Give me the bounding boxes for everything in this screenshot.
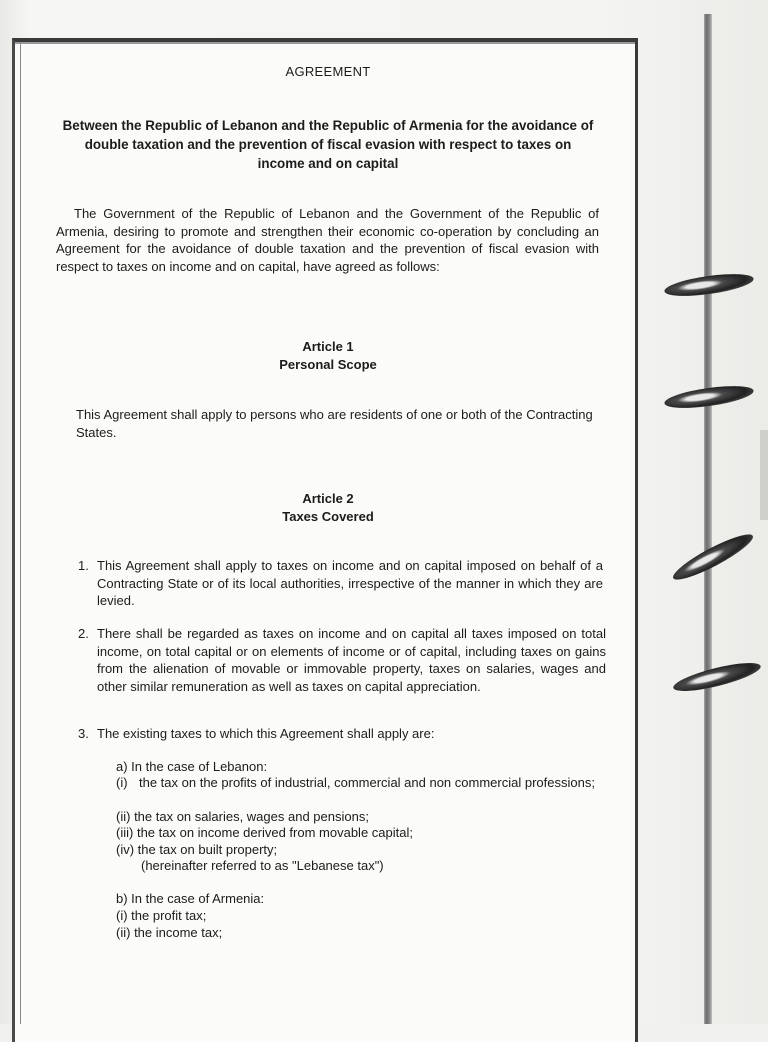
- lebanon-tax-item: [116, 842, 277, 859]
- document-subtitle: Between the Republic of Lebanon and the Republic of Armenia for the avoidance of double taxation and the prevention of fiscal evasion with respect to taxes on income and on capital: [62, 118, 594, 171]
- item-text: This Agreement shall apply to taxes on income and on capital imposed on behalf of a Contracting State or of its local authorities, irrespective of the manner in which they are levied.: [97, 558, 603, 608]
- item-text: the tax on salaries, wages and pensions;: [134, 809, 369, 824]
- item-number: 2.: [78, 626, 89, 641]
- article-2-number: Article 2: [302, 491, 354, 506]
- armenia-tax-item: [116, 925, 222, 942]
- article-1-text: This Agreement shall apply to persons who are residents of one or both of the Contracting States.: [76, 407, 593, 440]
- item-text: the profit tax;: [131, 908, 207, 923]
- item-text: the tax on built property;: [137, 842, 278, 857]
- item-number: (ii): [116, 925, 131, 940]
- item-text: The existing taxes to which this Agreement shall apply are:: [97, 726, 435, 741]
- lebanon-tax-item: [116, 825, 413, 842]
- article-2-item-1: [78, 557, 603, 610]
- item-number: (iv): [116, 842, 135, 857]
- armenia-tax-item: [116, 908, 206, 925]
- lebanon-tax-item: [116, 775, 608, 792]
- article-2-item-3: [78, 725, 606, 743]
- item-number: 1.: [78, 558, 89, 573]
- page-edge: [760, 430, 768, 520]
- lebanon-intro: a) In the case of Lebanon:: [116, 759, 268, 774]
- article-2-heading: Taxes Covered: [282, 509, 374, 524]
- item-number: (i): [116, 775, 128, 790]
- armenia-intro: b) In the case of Armenia:: [116, 891, 265, 906]
- document-page: [12, 38, 638, 1042]
- item-text: There shall be regarded as taxes on income and on capital all taxes imposed on total income, on total capital or on elements of income or of capital, including taxes on gains from the alienation of movable or immovable property, taxes on salaries, wages and other similar remuneration as well as taxes on capital appreciation.: [97, 626, 606, 694]
- item-number: 3.: [78, 726, 89, 741]
- item-text: the tax on the profits of industrial, commercial and non commercial professions;: [139, 775, 595, 790]
- item-number: (ii): [116, 809, 131, 824]
- item-number: (iii): [116, 825, 134, 840]
- lebanon-tax-note: (hereinafter referred to as "Lebanese tax"): [141, 858, 384, 873]
- preamble-paragraph: The Government of the Republic of Lebanon and the Government of the Republic of Armenia, desiring to promote and strengthen their economic co-operation by concluding an Agreement for the avoidance of double taxation and the prevention of fiscal evasion with respect to taxes on income and on capital, have agreed as follows:: [56, 206, 599, 274]
- item-text: the income tax;: [134, 925, 223, 940]
- article-1-number: Article 1: [302, 339, 354, 354]
- article-1-heading: Personal Scope: [279, 357, 377, 372]
- document-title: AGREEMENT: [285, 64, 371, 79]
- binder-spine: [704, 14, 712, 1024]
- item-text: the tax on income derived from movable capital;: [136, 825, 413, 840]
- article-2-item-2: [78, 625, 606, 695]
- item-number: (i): [116, 908, 128, 923]
- lebanon-tax-item: [116, 809, 369, 826]
- page-inner-border: [20, 42, 21, 1024]
